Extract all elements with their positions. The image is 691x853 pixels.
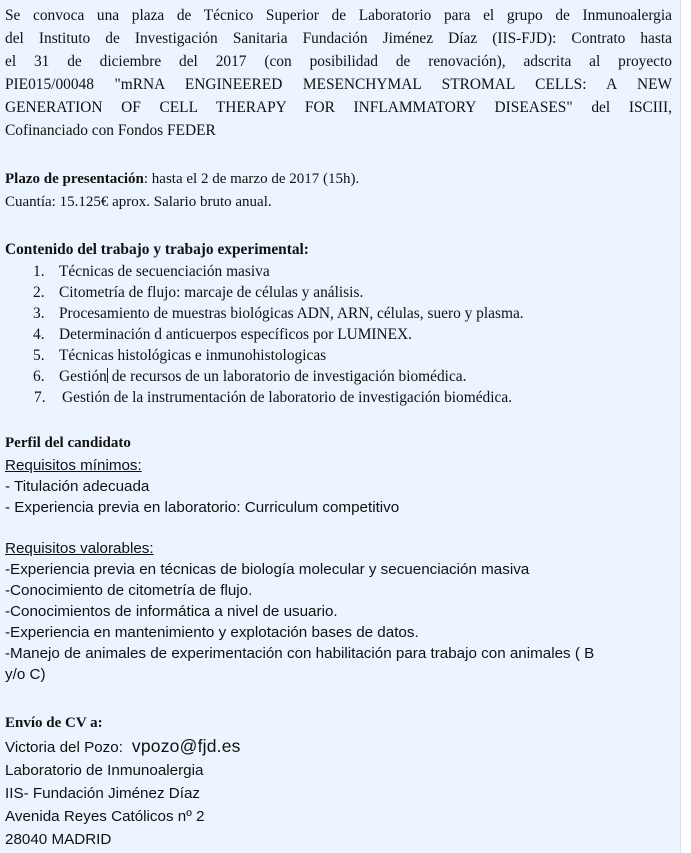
address-line: Avenida Reyes Católicos nº 2 [5, 808, 205, 825]
contenido-section [5, 238, 672, 408]
list-item: 4. Determinación d anticuerpos específicos por LUMINEX. [33, 326, 413, 343]
address-line: 28040 MADRID [5, 831, 112, 848]
valorables-item: -Experiencia previa en técnicas de biología molecular y secuenciación masiva [5, 561, 530, 578]
list-item: 5. Técnicas histológicas e inmunohistologicas [33, 347, 327, 364]
contact-email-link[interactable]: vpozo@fjd.es [131, 736, 241, 756]
valorables-item: -Experiencia en mantenimiento y explotación bases de datos. [5, 624, 419, 641]
intro-line: GENERATION OF CELL THERAPY FOR INFLAMMATORY DISEASES" del ISCIII, [5, 99, 672, 116]
contenido-list [5, 261, 672, 408]
envio-section [5, 712, 672, 851]
page-margin [681, 0, 691, 853]
cuantia-line: Cuantía: 15.125€ aprox. Salario bruto anual. [5, 194, 272, 210]
list-item: 3. Procesamiento de muestras biológicas ADN, ARN, células, suero y plasma. [33, 305, 524, 322]
contact-line [5, 735, 672, 759]
intro-line: el 31 de diciembre del 2017 (con posibilidad de renovación), adscrita al proyecto [5, 53, 672, 70]
list-item: 7. Gestión de la instrumentación de laboratorio de investigación biomédica. [34, 389, 513, 406]
perfil-section [5, 432, 672, 518]
plazo-line [5, 168, 672, 191]
envio-heading: Envío de CV a: [5, 715, 103, 731]
address-line: IIS- Fundación Jiménez Díaz [5, 785, 200, 802]
intro-line: del Instituto de Investigación Sanitaria Fundación Jiménez Díaz (IIS-FJD): Contrato hasta [5, 30, 672, 47]
valorables-item: -Manejo de animales de experimentación con habilitación para trabajo con animales ( B [5, 645, 595, 662]
valorables-section [5, 538, 672, 685]
valorables-item: -Conocimiento de citometría de flujo. [5, 582, 253, 599]
valorables-item: y/o C) [5, 666, 46, 683]
perfil-heading: Perfil del candidato [5, 435, 131, 451]
intro-line: Se convoca una plaza de Técnico Superior de Laboratorio para el grupo de Inmunoalergia [5, 7, 672, 24]
minimos-heading: Requisitos mínimos: [5, 457, 142, 474]
plazo-value: : hasta el 2 de marzo de 2017 (15h). [143, 171, 360, 187]
valorables-item: -Conocimientos de informática a nivel de usuario. [5, 603, 338, 620]
contact-name: Victoria del Pozo: [5, 739, 123, 756]
list-item: 1. Técnicas de secuenciación masiva [33, 263, 270, 280]
intro-line: PIE015/00048 "mRNA ENGINEERED MESENCHYMAL STROMAL CELLS: A NEW [5, 76, 672, 93]
minimos-item: - Experiencia previa en laboratorio: Curriculum competitivo [5, 499, 400, 516]
intro-paragraph [5, 2, 672, 142]
plazo-label: Plazo de presentación [5, 171, 144, 187]
minimos-item: - Titulación adecuada [5, 478, 150, 495]
plazo-section [5, 168, 672, 214]
list-item: 2. Citometría de flujo: marcaje de células y análisis. [33, 284, 364, 301]
list-item: 6. Gestión de recursos de un laboratorio de investigación biomédica. [33, 368, 467, 385]
valorables-heading: Requisitos valorables: [5, 540, 154, 557]
intro-line: Cofinanciado con Fondos FEDER [5, 122, 216, 139]
contenido-heading: Contenido del trabajo y trabajo experimental: [5, 241, 309, 258]
address-line: Laboratorio de Inmunoalergia [5, 762, 204, 779]
